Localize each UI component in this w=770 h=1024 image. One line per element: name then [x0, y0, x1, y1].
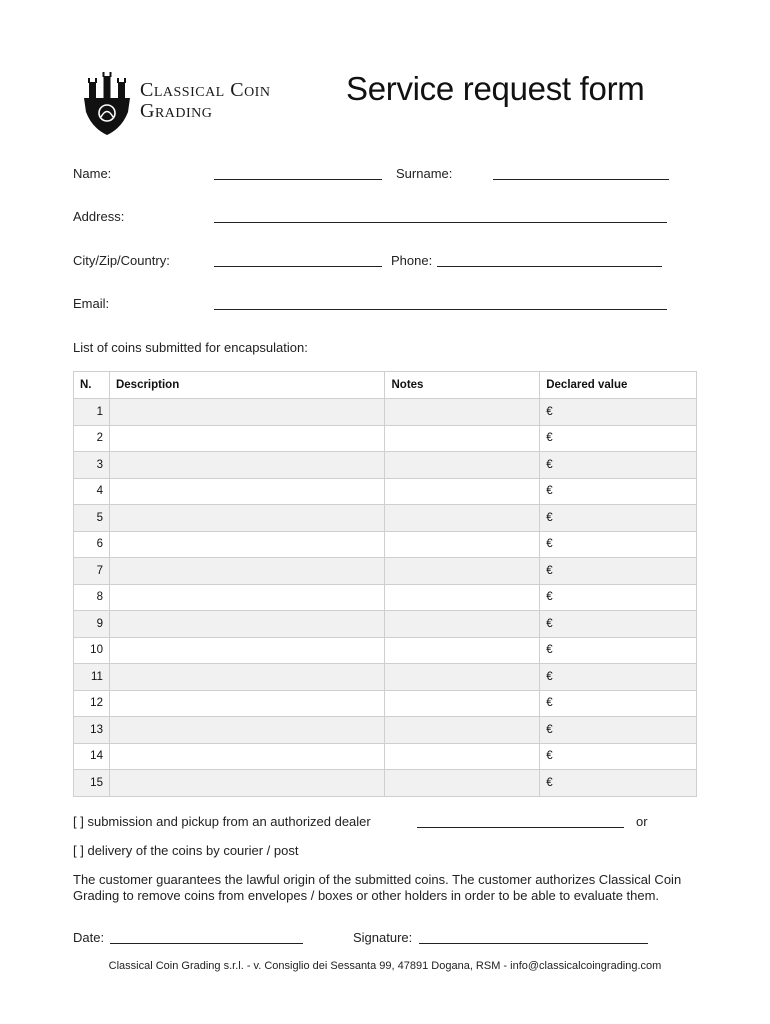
table-row: [74, 611, 697, 638]
courier-checkbox[interactable]: [ ]: [73, 843, 84, 858]
surname-label: Surname:: [396, 166, 453, 181]
declared-value-cell[interactable]: €: [540, 531, 697, 558]
row-number: 10: [74, 637, 110, 664]
description-cell[interactable]: [109, 531, 385, 558]
address-field[interactable]: [214, 222, 667, 223]
surname-field[interactable]: [493, 179, 669, 180]
notes-cell[interactable]: [385, 611, 540, 638]
brand-line-1: Classical Coin: [140, 79, 271, 101]
notes-cell[interactable]: [385, 531, 540, 558]
city-zip-country-field[interactable]: [214, 266, 382, 267]
notes-cell[interactable]: [385, 637, 540, 664]
description-cell[interactable]: [109, 611, 385, 638]
table-row: [74, 690, 697, 717]
notes-cell[interactable]: [385, 690, 540, 717]
description-cell[interactable]: [109, 399, 385, 426]
phone-field[interactable]: [437, 266, 662, 267]
col-header-notes: Notes: [385, 372, 540, 399]
description-cell[interactable]: [109, 452, 385, 479]
description-cell[interactable]: [109, 558, 385, 585]
notes-cell[interactable]: [385, 584, 540, 611]
table-row: [74, 531, 697, 558]
table-row: [74, 399, 697, 426]
declared-value-cell[interactable]: €: [540, 399, 697, 426]
description-cell[interactable]: [109, 717, 385, 744]
notes-cell[interactable]: [385, 505, 540, 532]
declared-value-cell[interactable]: €: [540, 478, 697, 505]
description-cell[interactable]: [109, 637, 385, 664]
table-row: [74, 717, 697, 744]
notes-cell[interactable]: [385, 664, 540, 691]
signature-field[interactable]: [419, 943, 648, 944]
row-number: 6: [74, 531, 110, 558]
table-row: [74, 770, 697, 797]
declared-value-cell[interactable]: €: [540, 611, 697, 638]
table-row: [74, 425, 697, 452]
coin-list-heading: List of coins submitted for encapsulation:: [73, 340, 308, 355]
declared-value-cell[interactable]: €: [540, 717, 697, 744]
row-number: 4: [74, 478, 110, 505]
declared-value-cell[interactable]: €: [540, 558, 697, 585]
option-dealer: [73, 814, 371, 829]
address-label: Address:: [73, 209, 125, 224]
table-row: [74, 558, 697, 585]
table-row: [74, 743, 697, 770]
row-number: 7: [74, 558, 110, 585]
table-row: [74, 637, 697, 664]
row-number: 3: [74, 452, 110, 479]
col-header-declared-value: Declared value: [540, 372, 697, 399]
name-label: Name:: [73, 166, 112, 181]
description-cell[interactable]: [109, 425, 385, 452]
declared-value-cell[interactable]: €: [540, 690, 697, 717]
city-zip-country-label: City/Zip/Country:: [73, 253, 170, 268]
option-courier: [73, 843, 298, 858]
col-header-number: N.: [74, 372, 110, 399]
terms-paragraph: The customer guarantees the lawful origin of the submitted coins. The customer authorizes Classical Coin Grading to remove coins from envelopes / boxes or other holders in order to be able to evaluate them.: [73, 872, 682, 903]
courier-option-label: delivery of the coins by courier / post: [87, 843, 299, 858]
notes-cell[interactable]: [385, 425, 540, 452]
table-row: [74, 664, 697, 691]
notes-cell[interactable]: [385, 399, 540, 426]
description-cell[interactable]: [109, 584, 385, 611]
page-title: Service request form: [346, 70, 645, 107]
description-cell[interactable]: [109, 478, 385, 505]
declared-value-cell[interactable]: €: [540, 743, 697, 770]
row-number: 5: [74, 505, 110, 532]
row-number: 12: [74, 690, 110, 717]
name-field[interactable]: [214, 179, 382, 180]
row-number: 9: [74, 611, 110, 638]
table-row: [74, 584, 697, 611]
brand-name: [140, 80, 270, 122]
notes-cell[interactable]: [385, 478, 540, 505]
row-number: 2: [74, 425, 110, 452]
coins-table: [73, 371, 697, 797]
phone-label: Phone:: [391, 253, 433, 268]
notes-cell[interactable]: [385, 452, 540, 479]
dealer-checkbox[interactable]: [ ]: [73, 814, 84, 829]
description-cell[interactable]: [109, 743, 385, 770]
declared-value-cell[interactable]: €: [540, 452, 697, 479]
email-field[interactable]: [214, 309, 667, 310]
declared-value-cell[interactable]: €: [540, 664, 697, 691]
row-number: 11: [74, 664, 110, 691]
notes-cell[interactable]: [385, 717, 540, 744]
table-row: [74, 478, 697, 505]
table-row: [74, 452, 697, 479]
table-row: [74, 505, 697, 532]
description-cell[interactable]: [109, 664, 385, 691]
dealer-name-field[interactable]: [417, 827, 624, 828]
row-number: 13: [74, 717, 110, 744]
footer-contact: Classical Coin Grading s.r.l. - v. Consiglio dei Sessanta 99, 47891 Dogana, RSM - info@classicalcoingrading.com: [108, 960, 662, 972]
notes-cell[interactable]: [385, 558, 540, 585]
declared-value-cell[interactable]: €: [540, 770, 697, 797]
signature-label: Signature:: [353, 930, 413, 945]
dealer-option-label: submission and pickup from an authorized dealer: [87, 814, 371, 829]
or-label: or: [636, 814, 648, 829]
declared-value-cell[interactable]: €: [540, 505, 697, 532]
date-label: Date:: [73, 930, 105, 945]
table-header-row: [74, 372, 697, 399]
brand-line-2: Grading: [140, 100, 213, 122]
row-number: 1: [74, 399, 110, 426]
email-label: Email:: [73, 296, 110, 311]
col-header-description: Description: [109, 372, 385, 399]
description-cell[interactable]: [109, 770, 385, 797]
declared-value-cell[interactable]: €: [540, 584, 697, 611]
notes-cell[interactable]: [385, 743, 540, 770]
declared-value-cell[interactable]: €: [540, 637, 697, 664]
date-field[interactable]: [110, 943, 303, 944]
description-cell[interactable]: [109, 505, 385, 532]
row-number: 15: [74, 770, 110, 797]
three-towers-shield-icon: [82, 72, 132, 136]
row-number: 14: [74, 743, 110, 770]
row-number: 8: [74, 584, 110, 611]
description-cell[interactable]: [109, 690, 385, 717]
declared-value-cell[interactable]: €: [540, 425, 697, 452]
notes-cell[interactable]: [385, 770, 540, 797]
